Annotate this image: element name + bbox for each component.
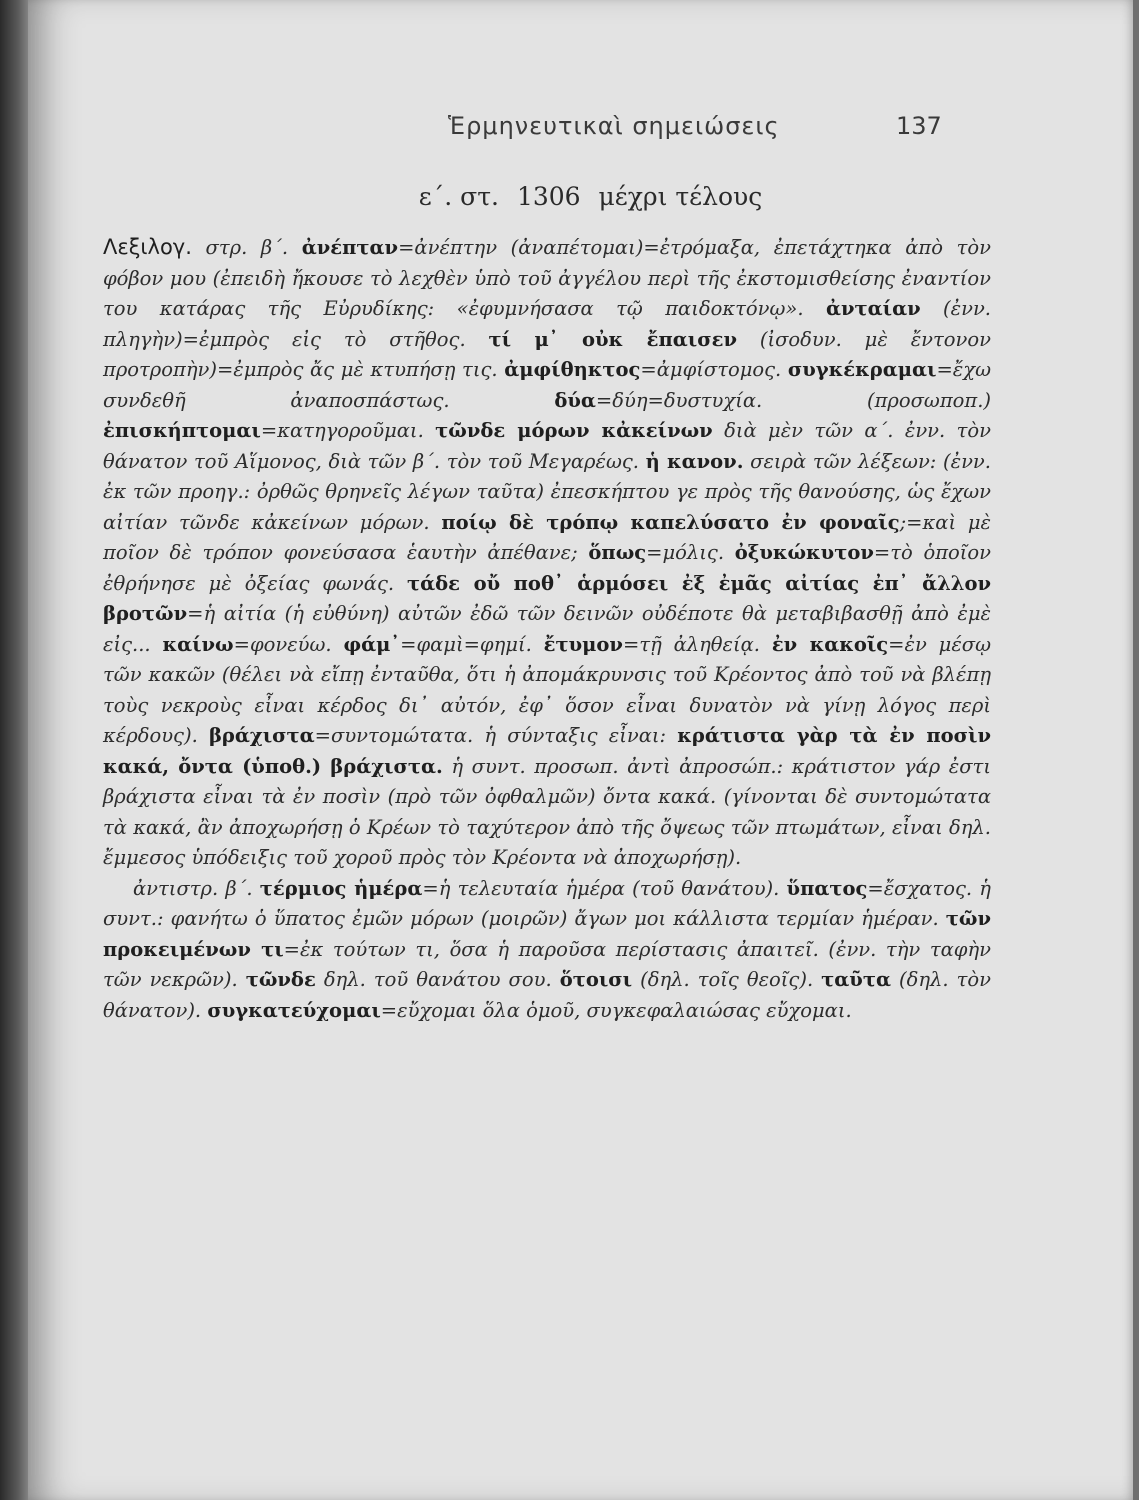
headword: τῶν προκειμένων τι <box>103 907 991 961</box>
text-segment: =τῇ ἀληθείᾳ. <box>622 632 772 656</box>
page-number: 137 <box>896 112 942 140</box>
text-segment: =τὸ ὁποῖον ἐθρήνησε μὲ ὀξείας φωνάς. <box>103 541 991 595</box>
text-segment: =ἐν μέσῳ τῶν κακῶν (θέλει νὰ εἴπῃ ἐνταῦθα, ὅτι ἡ ἀπομάκρυνσις τοῦ Κρέοντος ἀπὸ τοῦ νὰ βλέπῃ τοὺς νεκροὺς εἶναι κέρδος δι᾽ αὐτόν, ἐφ᾽ ὅσον εἶναι δυνατὸν νὰ γίνῃ λόγος περὶ κέρδους). <box>103 632 991 747</box>
glossary-paragraph-strophe <box>103 232 991 874</box>
headword: βράχιστα <box>208 724 315 747</box>
text-segment: =συντομώτατα. ἡ σύνταξις εἶναι: <box>314 724 678 747</box>
headword: ὕπατος <box>786 876 868 900</box>
text-segment: =δύη=δυστυχία. (προσωποπ.) <box>595 388 991 412</box>
headword: τάδε οὔ ποθ᾽ ἁρμόσει ἐξ ἐμᾶς αἰτίας ἐπ᾽ ἄλλον βροτῶν <box>103 571 991 625</box>
text-segment: =ἔσχατος. ἡ συντ.: φανήτω ὁ ὕπατος ἐμῶν μόρων (μοιρῶν) ἄγων μοι κάλλιστα τερμίαν ἡμέραν. <box>103 876 991 930</box>
text-segment: ἀντιστρ. β΄. <box>133 876 260 900</box>
text-segment: =εὔχομαι ὅλα ὁμοῦ, συγκεφαλαιώσας εὔχομαι. <box>380 998 852 1022</box>
text-segment: =ἡ τελευταία ἡμέρα (τοῦ θανάτου). <box>422 876 787 900</box>
headword: τί μ᾽ οὐκ ἔπαισεν <box>488 327 737 351</box>
headword: ἀμφίθηκτος <box>504 358 641 381</box>
headword: ὀξυκώκυτον <box>734 541 874 564</box>
section-number: 1306 <box>516 182 581 211</box>
headword: καίνω <box>162 632 234 656</box>
glossary-heading: Λεξιλογ. <box>103 235 192 259</box>
text-segment: =μόλις. <box>646 541 735 564</box>
headword: ἀνέπταν <box>301 236 399 259</box>
headword: συγκατεύχομαι <box>207 998 381 1022</box>
book-spine-shadow <box>0 0 30 1500</box>
text-segment: =ἡ αἰτία (ἡ εὐθύνη) αὐτῶν ἐδῶ τῶν δεινῶν οὐδέποτε θὰ μεταβιβασθῇ ἀπὸ ἐμὲ εἰς... <box>103 602 991 656</box>
text-segment: ;=καὶ μὲ ποῖον δὲ τρόπον φονεύσασα ἑαυτὴν ἀπέθανε; <box>103 510 991 564</box>
text-segment: =ἐκ τούτων τι, ὅσα ἡ παροῦσα περίστασις ἀπαιτεῖ. (ἐνν. τὴν ταφὴν τῶν νεκρῶν). <box>103 937 991 991</box>
running-title: Ἑρμηνευτικαὶ σημειώσεις <box>448 112 780 140</box>
headword: ὅτοισι <box>559 968 633 991</box>
text-segment: ἡ συντ. προσωπ. ἀντὶ ἀπροσώπ.: κράτιστον γάρ ἐστι βράχιστα εἶναι τὰ ἐν ποσὶν (πρὸ τῶν ὀφθαλμῶν) ὄντα κακά. (γίνονται δὲ συντομώτατα τὰ κακά, ἂν ἀποχωρήσῃ ὁ Κρέων τὸ ταχύτερον ἀπὸ τῆς ὄψεως τῶν πτωμάτων, εἶναι δηλ. ἔμμεσος ὑπόδειξις τοῦ χοροῦ πρὸς τὸν Κρέοντα νὰ ἀποχωρήσῃ). <box>103 754 991 869</box>
headword: τῶνδε μόρων κἀκείνων <box>435 419 713 442</box>
headword: ἀνταίαν <box>825 297 921 320</box>
book-page <box>28 0 1133 1500</box>
section-rest: μέχρι τέλους <box>598 182 763 211</box>
headword: δύα <box>554 388 596 412</box>
text-segment: (δηλ. τοῖς θεοῖς). <box>632 968 822 991</box>
headword: φάμ᾽ <box>343 632 401 656</box>
text-segment: διὰ μὲν τῶν α΄. ἐνν. τὸν θάνατον τοῦ Αἵμονος, διὰ τῶν β΄. τὸν τοῦ Μεγαρέως. <box>103 419 991 473</box>
headword: κράτιστα γὰρ τὰ ἐν ποσὶν κακά, ὄντα (ὑποθ.) βράχιστα. <box>103 724 991 778</box>
text-segment: (δηλ. τὸν θάνατον). <box>103 968 991 1022</box>
text-segment: σειρὰ τῶν λέξεων: (ἐνν. ἐκ τῶν προηγ.: ὀρθῶς θρηνεῖς λέγων ταῦτα) ἐπεσκήπτου γε πρὸς τῆς θανούσης, ὡς ἔχων αἰτίαν τῶνδε κἀκείνων μόρων. <box>103 449 991 534</box>
section-title <box>28 182 1133 211</box>
text-segment: (ἐνν. πληγὴν)=ἐμπρὸς εἰς τὸ στῆθος. <box>103 297 992 351</box>
text-segment: =ἔχω συνδεθῆ ἀναποσπάστως. <box>103 358 991 412</box>
text-segment: =φονεύω. <box>233 632 344 656</box>
headword: ἐν κακοῖς <box>771 632 889 656</box>
text-segment: στρ. β΄. <box>191 236 302 259</box>
headword: τῶνδε <box>245 968 316 991</box>
page-header <box>28 112 1133 146</box>
glossary-paragraph-antistrophe <box>103 874 991 1027</box>
text-segment: (ἰσοδυν. μὲ ἔντονον προτροπὴν)=ἐμπρὸς ἄς μὲ κτυπήσῃ τις. <box>103 327 991 381</box>
headword: ἡ κανον. <box>645 449 744 473</box>
headword: συγκέκραμαι <box>787 358 937 381</box>
text-segment: δηλ. τοῦ θανάτου σου. <box>315 968 560 991</box>
headword: ποίῳ δὲ τρόπῳ καπελύσατο ἐν φοναῖς <box>441 510 900 534</box>
headword: ἔτυμον <box>543 632 623 656</box>
text-segment: =ἀνέπτην (ἀναπέτομαι)=ἐτρόμαξα, ἐπετάχτηκα ἀπὸ τὸν φόβον μου (ἐπειδὴ ἤκουσε τὸ λεχθὲν ὑπὸ τοῦ ἀγγέλου περὶ τῆς ἐκστομισθείσης ἐναντίον του κατάρας τῆς Εὐρυδίκης: «ἐφυμνήσασα τῷ παιδοκτόνῳ». <box>103 236 991 320</box>
body-text <box>103 232 991 1026</box>
headword: ταῦτα <box>821 968 891 991</box>
headword: τέρμιος ἡμέρα <box>259 876 423 900</box>
section-label: ε΄. στ. <box>418 182 499 211</box>
text-segment: =κατηγοροῦμαι. <box>260 419 436 442</box>
text-segment: =ἀμφίστομος. <box>640 358 788 381</box>
headword: ἐπισκήπτομαι <box>103 419 261 442</box>
text-segment: =φαμὶ=φημί. <box>400 632 544 656</box>
headword: ὅπως <box>588 541 647 564</box>
